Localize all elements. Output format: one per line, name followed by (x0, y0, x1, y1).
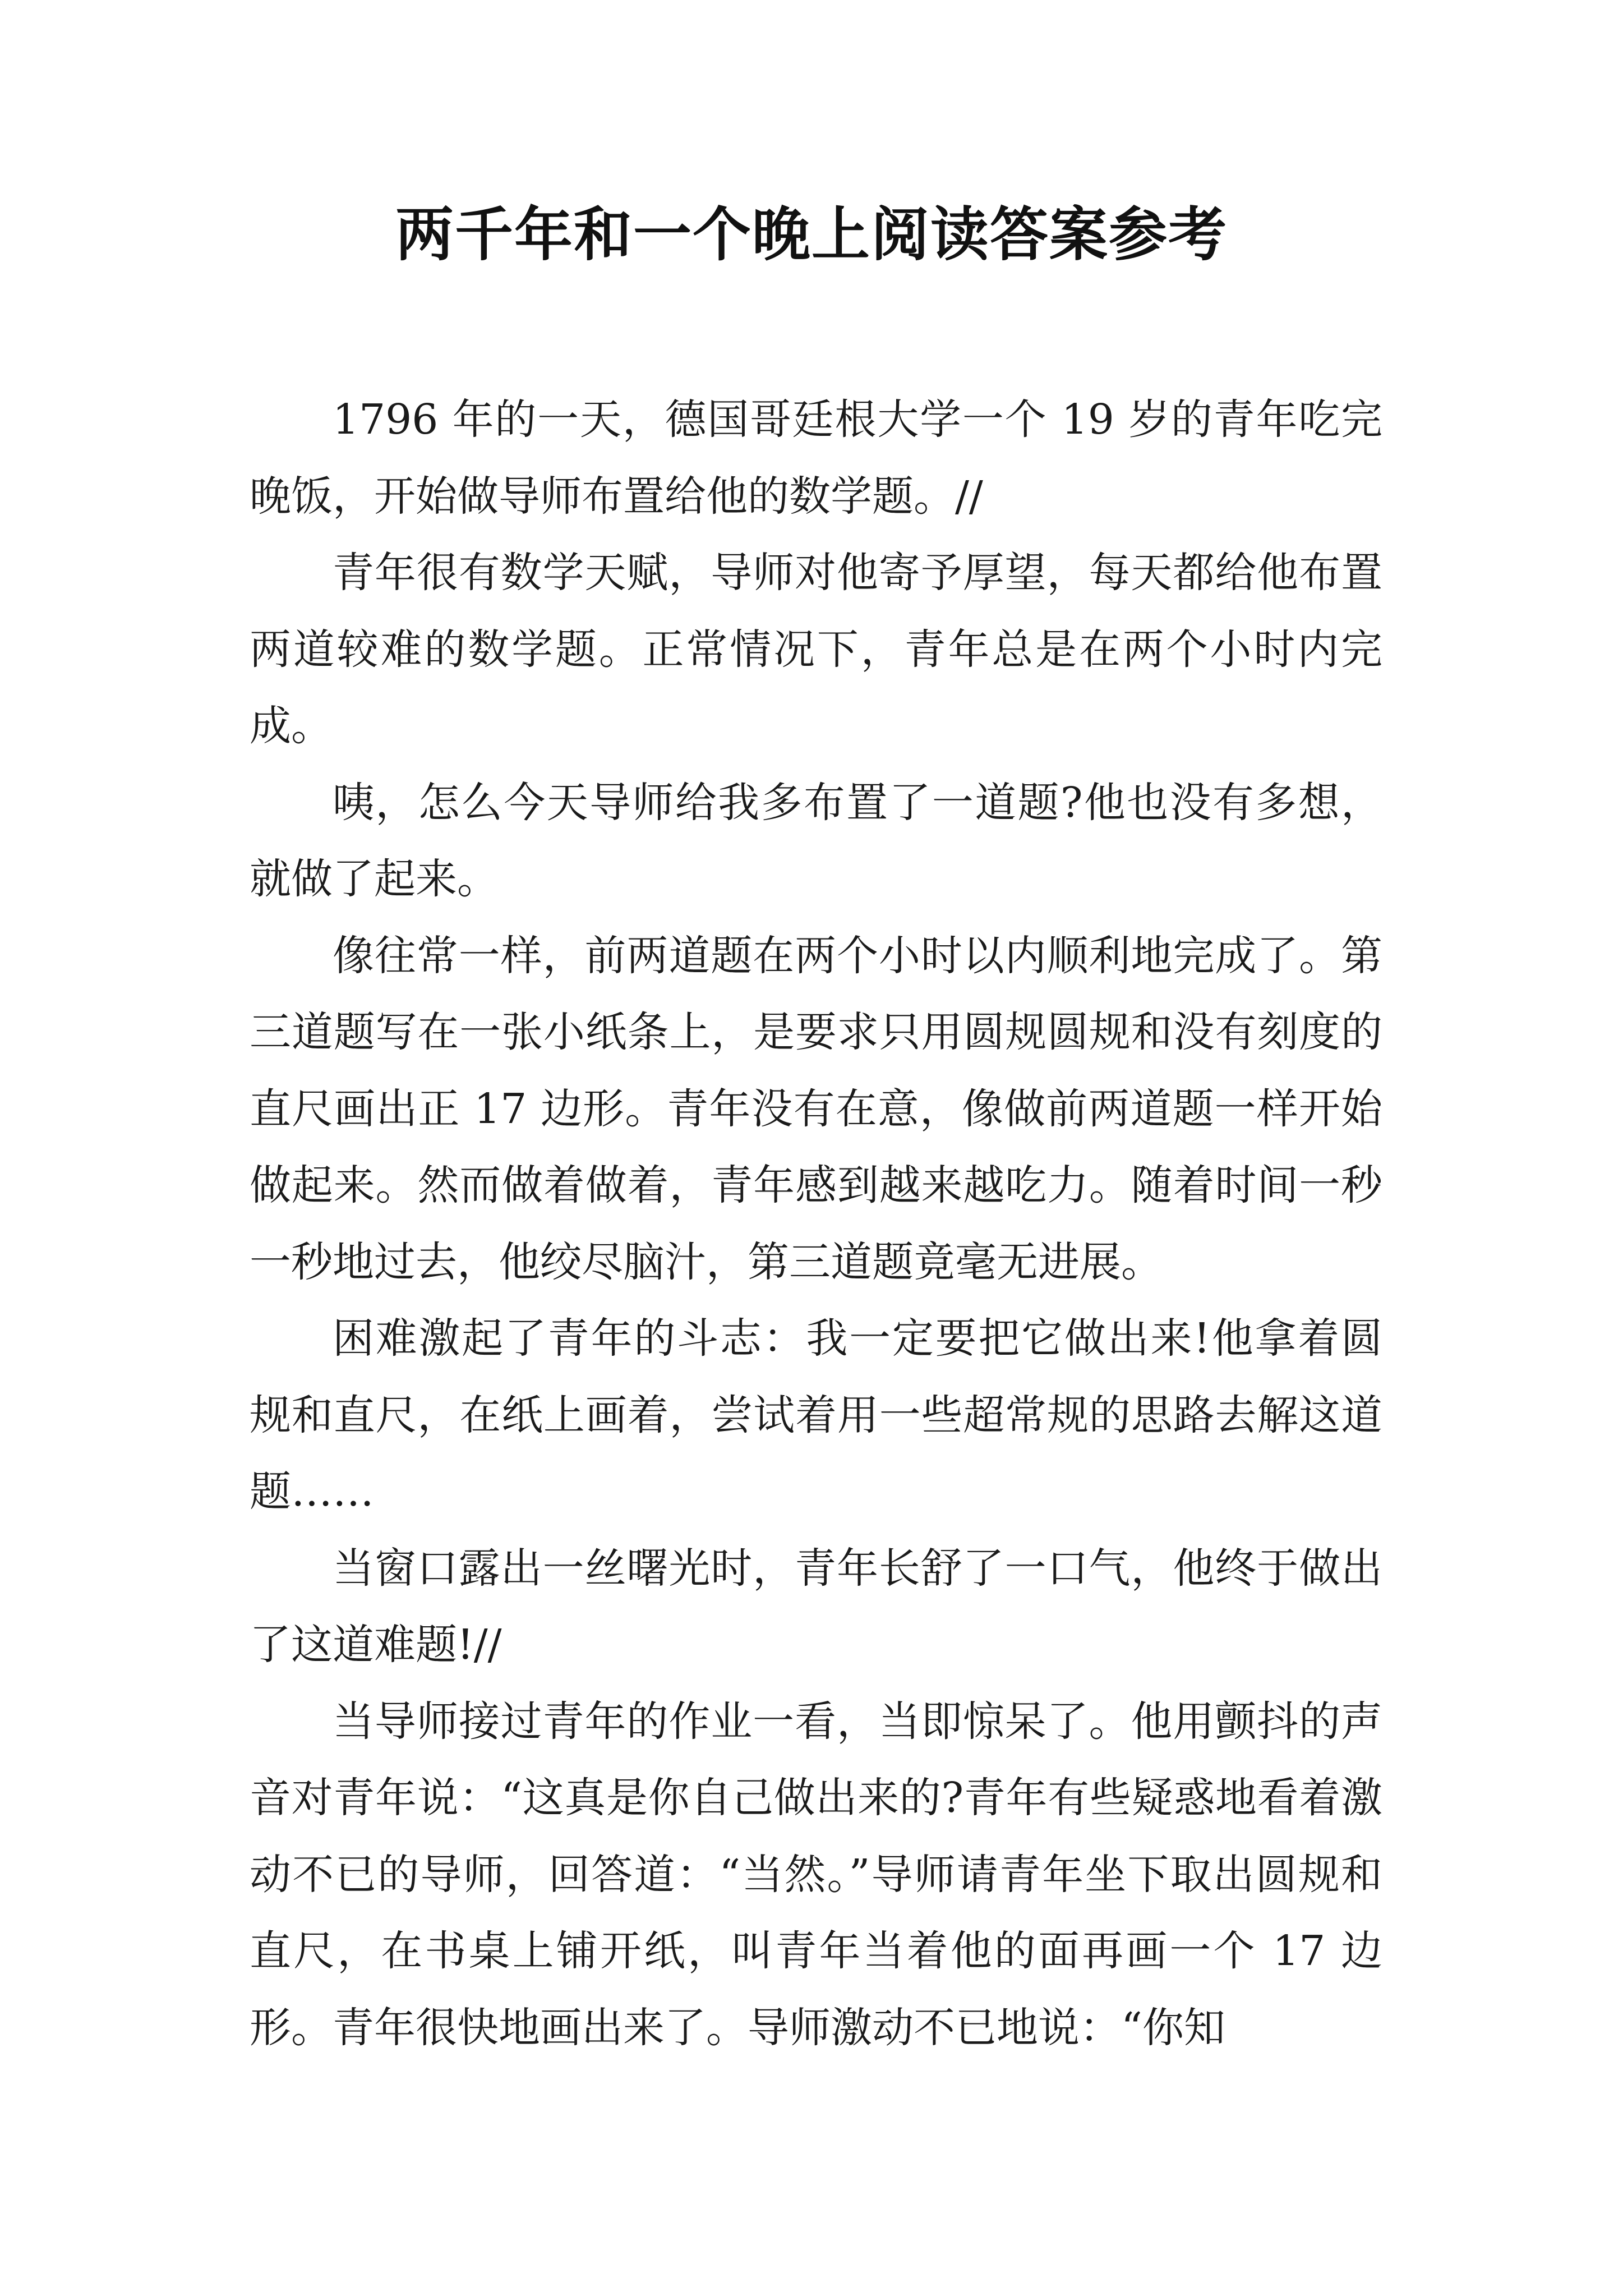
document-title: 两千年和一个晚上阅读答案参考 (395, 200, 1228, 269)
paragraph-5: 困难激起了青年的斗志：我一定要把它做出来!他拿着圆规和直尺，在纸上画着，尝试着用一些超常规的思路去解这道题…… (250, 1314, 1382, 1516)
paragraph-6: 当窗口露出一丝曙光时，青年长舒了一口气，他终于做出了这道难题!// (250, 1544, 1382, 1669)
paragraph-4: 像往常一样，前两道题在两个小时以内顺利地完成了。第三道题写在一张小纸条上，是要求只用圆规圆规和没有刻度的直尺画出正 17 边形。青年没有在意，像做前两道题一样开始做起来。然而做着做着，青年感到越来越吃力。随着时间一秒一秒地过去，他绞尽脑汁，第三道题竟毫无进展。 (250, 931, 1382, 1286)
paragraph-3: 咦，怎么今天导师给我多布置了一道题?他也没有多想，就做了起来。 (250, 778, 1382, 903)
paragraph-2: 青年很有数学天赋，导师对他寄予厚望，每天都给他布置两道较难的数学题。正常情况下，青年总是在两个小时内完成。 (250, 549, 1382, 750)
document-body (250, 381, 1382, 2066)
paragraph-1: 1796 年的一天，德国哥廷根大学一个 19 岁的青年吃完晚饭，开始做导师布置给他的数学题。// (250, 395, 1382, 521)
paragraph-7: 当导师接过青年的作业一看，当即惊呆了。他用颤抖的声音对青年说：“这真是你自己做出来的?青年有些疑惑地看着激动不已的导师，回答道：“当然。”导师请青年坐下取出圆规和直尺，在书桌上铺开纸，叫青年当着他的面再画一个 17 边形。青年很快地画出来了。导师激动不已地说：“你知 (250, 1697, 1382, 2052)
